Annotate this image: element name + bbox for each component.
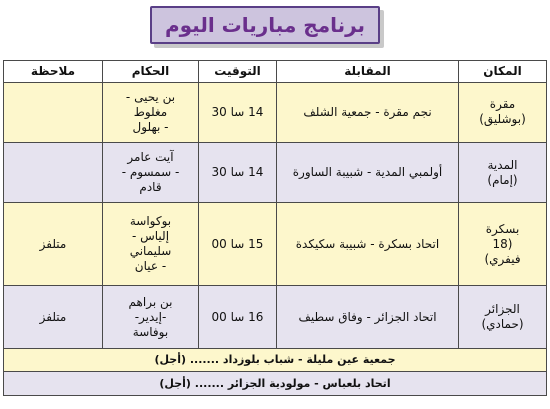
table-row <box>4 286 547 348</box>
header-place: المكان <box>459 61 547 83</box>
table-row <box>4 82 547 142</box>
header-time: التوقيت <box>199 61 277 83</box>
postponed-row <box>4 372 547 396</box>
cell-time: 14 سا 30 <box>199 82 277 142</box>
header-match: المقابلة <box>277 61 459 83</box>
cell-place: بسكرة (18 فيفري) <box>459 203 547 286</box>
cell-referees: بوكواسة إلياس - سليماني - عيان <box>103 203 199 286</box>
cell-referees: بن يحيى - مغلوط - بهلول <box>103 82 199 142</box>
table-row <box>4 203 547 286</box>
match-schedule-table <box>3 60 547 396</box>
cell-time: 15 سا 00 <box>199 203 277 286</box>
header-note: ملاحظة <box>4 61 103 83</box>
cell-match: اتحاد الجزائر - وفاق سطيف <box>277 286 459 348</box>
page-title <box>150 6 380 44</box>
cell-referees: بن براهم -إيدير- بوفاسة <box>103 286 199 348</box>
table-header-row <box>4 61 547 83</box>
cell-place: الجزائر (حمادي) <box>459 286 547 348</box>
cell-time: 16 سا 00 <box>199 286 277 348</box>
postponed-match: اتحاد بلعباس - مولودية الجزائر ....... (أجل) <box>4 372 547 396</box>
cell-time: 14 سا 30 <box>199 142 277 202</box>
postponed-match: جمعية عين مليلة - شباب بلوزداد ....... (أجل) <box>4 348 547 372</box>
cell-note <box>4 142 103 202</box>
postponed-row <box>4 348 547 372</box>
cell-match: نجم مقرة - جمعية الشلف <box>277 82 459 142</box>
cell-match: أولمبي المدية - شبيبة الساورة <box>277 142 459 202</box>
table-row <box>4 142 547 202</box>
cell-note <box>4 82 103 142</box>
cell-place: المدية (إمام) <box>459 142 547 202</box>
page-title-text: برنامج مباريات اليوم <box>164 13 366 37</box>
cell-match: اتحاد بسكرة - شبيبة سكيكدة <box>277 203 459 286</box>
cell-referees: آيت عامر - سمسوم - قادم <box>103 142 199 202</box>
header-referees: الحكام <box>103 61 199 83</box>
cell-note: متلفز <box>4 286 103 348</box>
cell-note: متلفز <box>4 203 103 286</box>
cell-place: مقرة (بوشليق) <box>459 82 547 142</box>
